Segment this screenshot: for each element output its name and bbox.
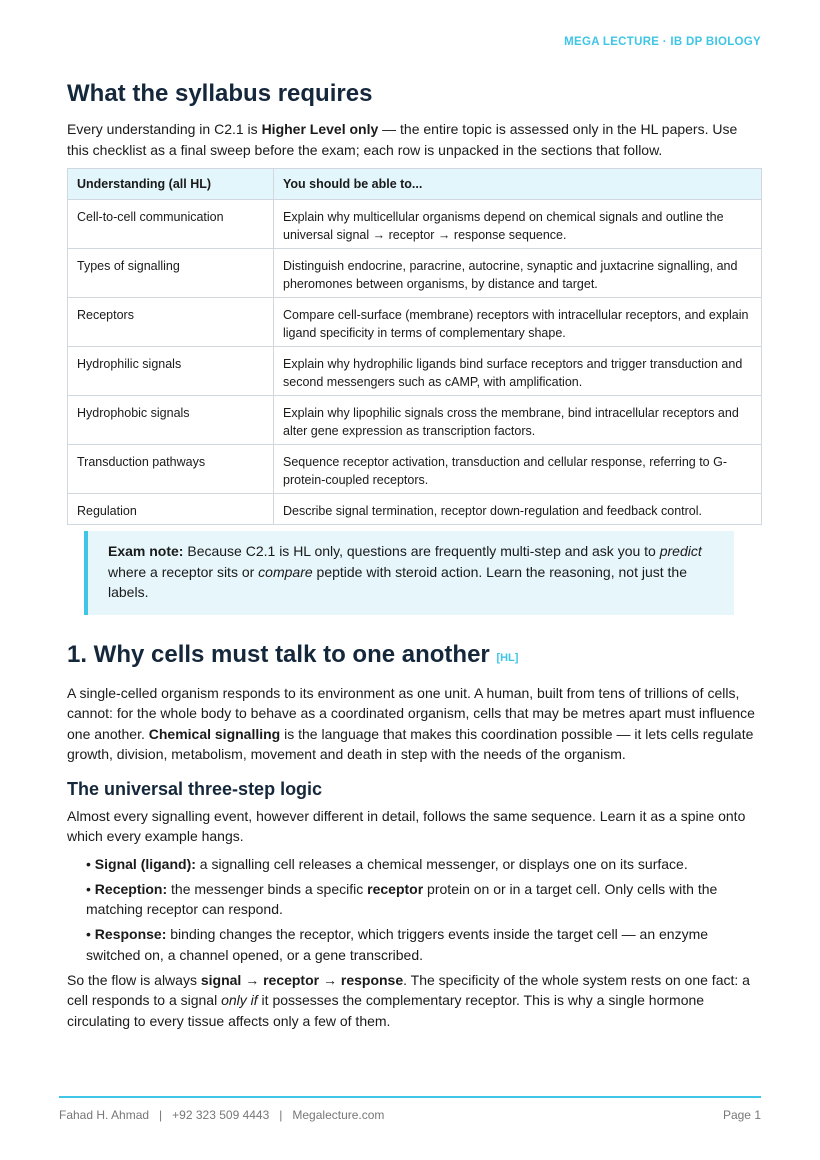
list-item: • Reception: the messenger binds a specific receptor protein on or in a target cell. Only cells with the matching receptor can respond. xyxy=(86,880,718,917)
table-cell: Sequence receptor activation, transduction and cellular response, referring to G-protein-coupled receptors. xyxy=(274,445,762,494)
step-list xyxy=(67,854,762,966)
paragraph: So the flow is always signal → receptor → response. The specificity of the whole system rests on one fact: a cell responds to a signal only if it possesses the complementary receptor. This is why a single hormone circulating to every tissue affects only a few of them. xyxy=(67,971,750,1029)
column-header: Understanding (all HL) xyxy=(68,169,274,200)
table-cell: Explain why lipophilic signals cross the membrane, bind intracellular receptors and alter gene expression as transcription factors. xyxy=(274,396,762,445)
table-cell: Regulation xyxy=(68,494,274,525)
list-item: • Response: binding changes the receptor, which triggers events inside the target cell — an enzyme switched on, a channel opened, or a gene transcribed. xyxy=(86,926,709,963)
table-cell: Distinguish endocrine, paracrine, autocrine, synaptic and juxtacrine signalling, and pheromones between organisms, by distance and target. xyxy=(274,249,762,298)
hl-badge: [HL] xyxy=(496,651,519,664)
paragraph: Almost every signalling event, however different in detail, follows the same sequence. Learn it as a spine onto which every example hangs. xyxy=(67,807,746,844)
table-cell: Describe signal termination, receptor down-regulation and feedback control. xyxy=(274,494,762,525)
syllabus-table xyxy=(67,168,762,525)
table-cell: Explain why hydrophilic ligands bind surface receptors and trigger transduction and second messengers such as cAMP, with amplification. xyxy=(274,347,762,396)
list-item: • Signal (ligand): a signalling cell releases a chemical messenger, or displays one on its surface. xyxy=(86,855,688,872)
table-cell: Receptors xyxy=(68,298,274,347)
exam-note-callout: Exam note: Because C2.1 is HL only, questions are frequently multi-step and ask you to predict where a receptor sits or compare peptide with steroid action. Learn the reasoning, not just the labels. xyxy=(84,531,734,615)
subsection-heading: The universal three-step logic xyxy=(67,778,323,799)
column-header: You should be able to... xyxy=(274,169,762,200)
table-row xyxy=(68,396,762,445)
table-row xyxy=(68,298,762,347)
table-row xyxy=(68,494,762,525)
page-content xyxy=(67,78,762,1031)
table-cell: Hydrophobic signals xyxy=(68,396,274,445)
table-cell: Hydrophilic signals xyxy=(68,347,274,396)
section-heading: 1. Why cells must talk to one another [HL] xyxy=(67,640,519,668)
table-row xyxy=(68,200,762,249)
table-cell: Transduction pathways xyxy=(68,445,274,494)
table-row xyxy=(68,347,762,396)
intro-paragraph: Every understanding in C2.1 is Higher Level only — the entire topic is assessed only in the HL papers. Use this checklist as a final sweep before the exam; each row is unpacked in the sections that follow. xyxy=(67,121,738,158)
table-cell: Compare cell-surface (membrane) receptors with intracellular receptors, and explain ligand specificity in terms of complementary shape. xyxy=(274,298,762,347)
footer-divider xyxy=(59,1096,761,1098)
table-row xyxy=(68,249,762,298)
page-number: Page 1 xyxy=(722,1108,761,1122)
table-cell: Types of signalling xyxy=(68,249,274,298)
header-label: MEGA LECTURE · IB DP BIOLOGY xyxy=(564,36,761,48)
table-row xyxy=(68,445,762,494)
footer-contact: Fahad H. Ahmad | +92 323 509 4443 | Megalecture.com xyxy=(59,1108,385,1122)
section-title: What the syllabus requires xyxy=(67,80,373,107)
table-cell: Cell-to-cell communication xyxy=(68,200,274,249)
table-cell: Explain why multicellular organisms depend on chemical signals and outline the universal signal → receptor → response sequence. xyxy=(274,200,762,249)
table-header-row xyxy=(68,169,762,200)
paragraph: A single-celled organism responds to its environment as one unit. A human, built from tens of trillions of cells, cannot: for the whole body to behave as a coordinated organism, cells that may be metres apart must influence one another. Chemical signalling is the language that makes this coordination possible — it lets cells regulate growth, division, metabolism, movement and death in step with the needs of the organism. xyxy=(67,684,755,762)
